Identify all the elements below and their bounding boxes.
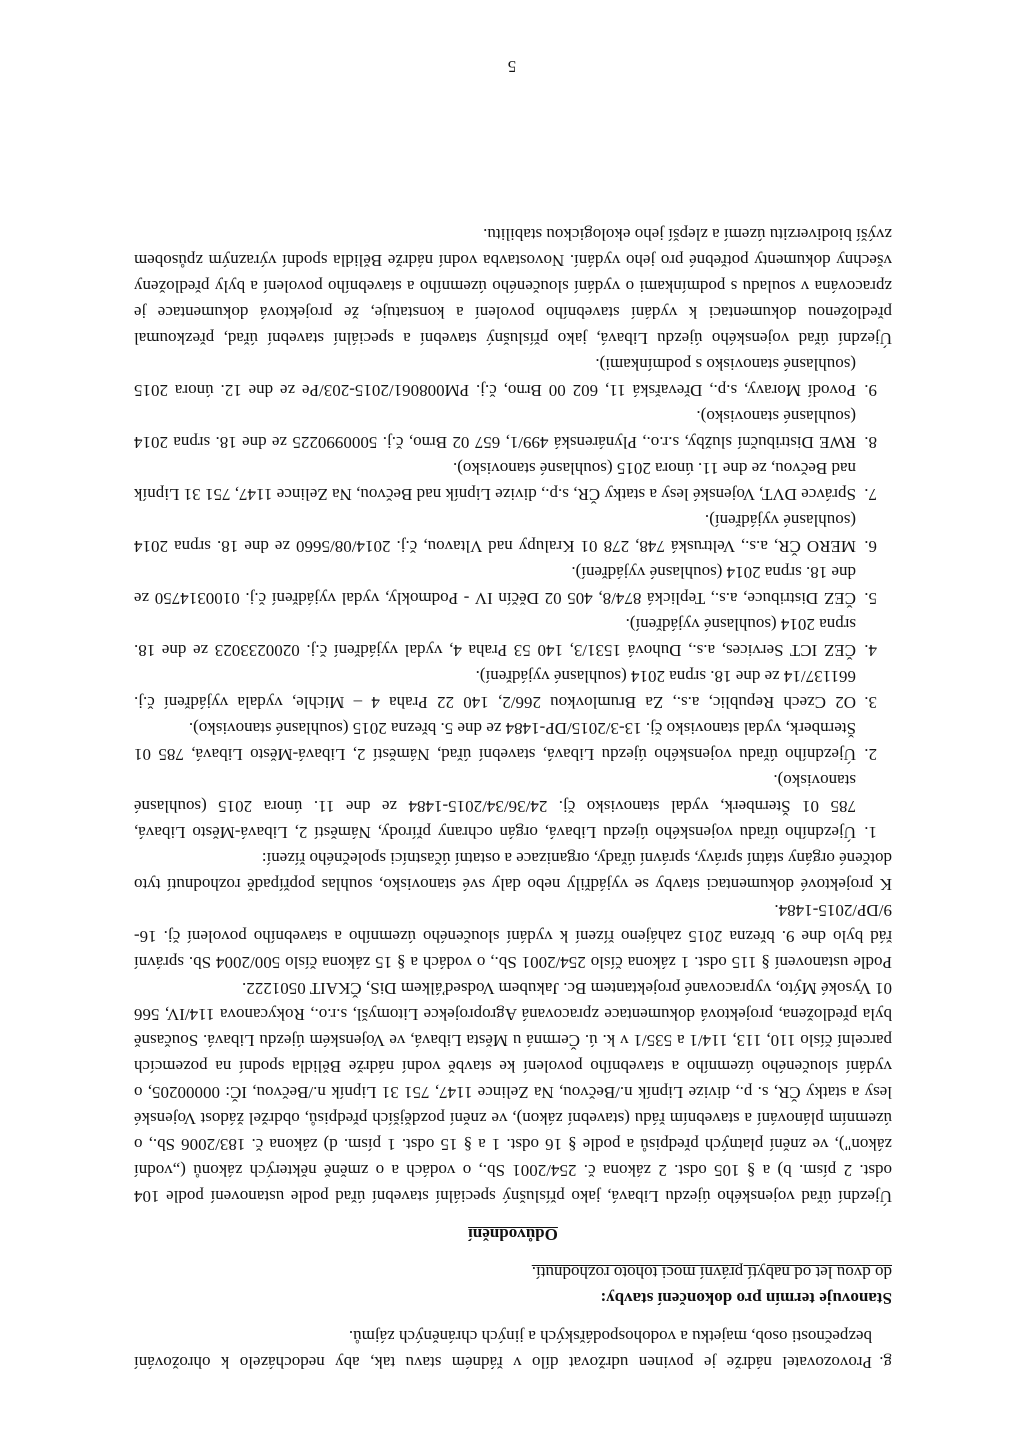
justification-heading: Odůvodnění: [468, 1225, 558, 1244]
justification-paragraph-2: Podle ustanovení § 115 odst. 1 zákona číslo 254/2001 Sb., o vodách a § 15 zákona číslo 500/2004 Sb. správní řád bylo dne 9. března 2015 zahájeno řízení k vydání sloučeného územního a stavebního povolení čj. 16-9/DP/2015-1484.: [134, 901, 892, 972]
justification-paragraph-4: Újezdní úřad vojenského újezdu Libavá, jako příslušný stavební a speciální stavební úřad, přezkoumal předloženou dokumentaci k vydání stavebního povolení a konstatuje, že projektová dokumentace je zpracována v souladu s podmínkami o vydání sloučeného územního a stavebního povolení a byly předloženy všechny dokumenty potřebné pro jeho vydání. Novostavba vodní nádrže Bělidla spodní výrazným způsobem zvýší biodiverzitu území a zlepší jeho ekologickou stabilitu.: [134, 225, 892, 348]
list-item: 5. ČEZ Distribuce, a.s., Teplická 874/8, 405 02 Děčín IV - Podmokly, vydal vyjádření č.j. 0100314750 ze dne 18. srpna 2014 (souhlasné vyjádření).: [134, 559, 860, 611]
justification-paragraph-3: K projektové dokumentaci stavby se vyjádřily nebo daly své stanovisko, souhlas popřípadě rozhodnutí tyto dotčené orgány státní správy, správní úřady, organizace a ostatní účastníci společného řízení:: [134, 849, 892, 894]
list-item: 4. ČEZ ICT Services, a.s., Duhová 1531/3, 140 53 Praha 4, vydal vyjádření č.j. 0200233023 ze dne 18. srpna 2014 (souhlasné vyjádření).: [134, 611, 860, 663]
document-body: [134, 221, 892, 1375]
condition-g: [134, 1323, 892, 1375]
list-item: 8. RWE Distribuční služby, s.r.o., Plynárenská 499/1, 657 02 Brno, č.j. 5000990225 ze dne 18. srpna 2014 (souhlasné stanovisko).: [134, 403, 860, 455]
condition-g-label: g.: [879, 1353, 892, 1372]
deadline-text: do dvou let od nabytí právní moci tohoto rozhodnutí.: [531, 1263, 892, 1282]
condition-g-text: Provozovatel nádrže je povinen udržovat dílo v řádném stavu tak, aby nedocházelo k ohrožování bezpečnosti osob, majetku a vodohospodářských a jiných chráněných zájmů.: [134, 1327, 872, 1372]
list-item: 2. Újezdního úřadu vojenského újezdu Libavá, stavební úřad, Náměstí 2, Libavá-Město Libavá, 785 01 Šternberk, vydal stanovisko čj. 13-3/2015/DP-1484 ze dne 5. března 2015 (souhlasné stanovisko).: [134, 715, 860, 767]
justification-paragraph-1: Újezdní úřad vojenského újezdu Libavá, jako příslušný speciální stavební úřad podle ustanovení podle 104 odst. 2 písm. b) a § 105 odst. 2 zákona č. 254/2001 Sb., o vodách a o změně některých zákonů („vodní zákon"), ve znění platných předpisů a podle § 16 odst. 1 a § 15 odst. 1 písm. d) zákona č. 183/2006 Sb., o územním plánování a stavebním řádu (stavební zákon), ve znění pozdějších předpisů, obdržel žádost Vojenské lesy a statky ČR, s. p., divize Lipník n./Bečvou, Na Zelince 1147, 751 31 Lipník n./Bečvou, IČ: 00000205, o vydání sloučeného územního a stavebního povolení ke stavbě vodní nádrže Bělidla spodní na pozemcích parcelní číslo 110, 113, 114/1 a 535/1 v k. ú. Čermná u Města Libavá, ve Vojenském újezdu Libavá. Současně byla předložena, projektová dokumentace zpracovaná Agroprojekce Litomyšl, s.r.o., Rokycanova 114/IV, 566 01 Vysoké Mýto, vypracované projektantem Bc. Jakubem Vodseďálkem DiS, ČKAIT 0501222.: [134, 979, 892, 1206]
list-item: 3. O2 Czech Republic, a.s., Za Brumlovkou 266/2, 140 22 Praha 4 – Michle, vydala vyjádření č.j. 661137/14 ze dne 18. srpna 2014 (souhlasné vyjádření).: [134, 663, 860, 715]
list-item: 7. Správce DVT, Vojenské lesy a statky ČR, s.p., divize Lipník nad Bečvou, Na Zelince 1147, 751 31 Lipník nad Bečvou, ze dne 11. února 2015 (souhlasné stanovisko).: [134, 455, 860, 507]
page-number: 5: [507, 57, 517, 76]
list-item: 6. MERO ČR, a.s., Veltruská 748, 278 01 Kralupy nad Vltavou, č.j. 2014/08/5660 ze dne 18. srpna 2014 (souhlasné vyjádření).: [134, 507, 860, 559]
authorities-list: [134, 351, 892, 845]
list-item: 1. Újezdního úřadu vojenského újezdu Libavá, orgán ochrany přírody, Náměstí 2, Libavá-Město Libavá, 785 01 Šternberk, vydal stanovisko čj. 24/36/34/2015-1484 ze dne 11. února 2015 (souhlasné stanovisko).: [134, 767, 860, 845]
list-item: 9. Povodí Moravy, s.p., Dřevařská 11, 602 00 Brno, č.j. PM008061/2015-203/Pe ze dne 12. února 2015 (souhlasné stanovisko s podmínkami).: [134, 351, 860, 403]
deadline-heading: Stanovuje termín pro dokončení stavby:: [600, 1289, 892, 1308]
